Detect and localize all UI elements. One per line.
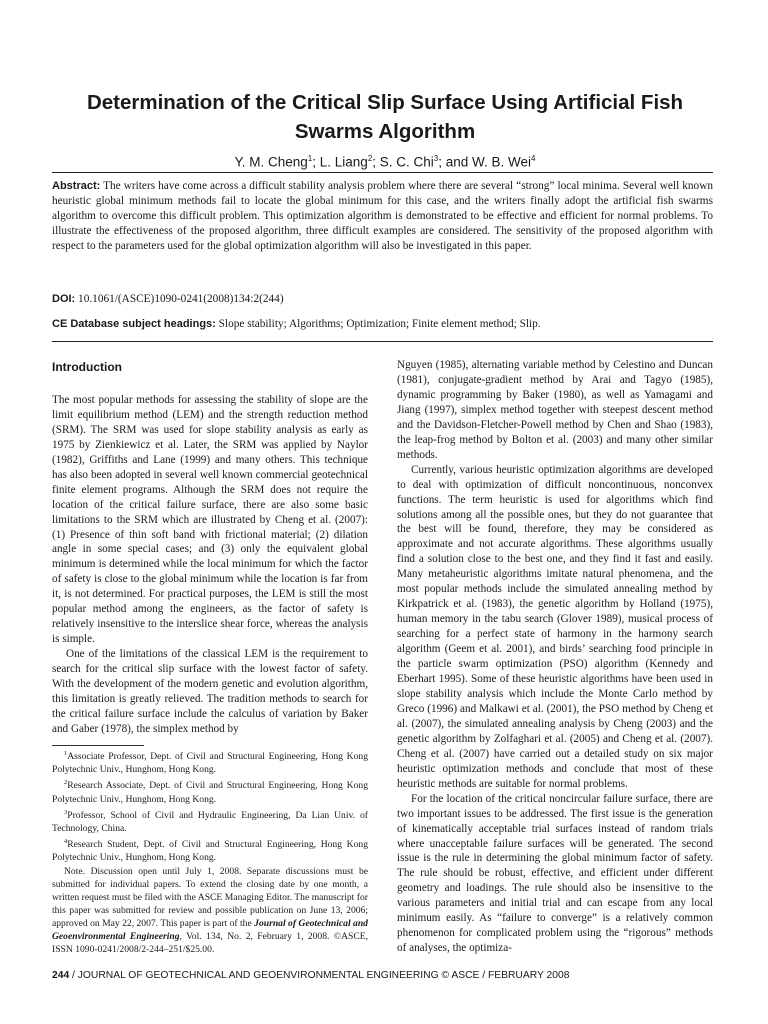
footer-text: / JOURNAL OF GEOTECHNICAL AND GEOENVIRONMENTAL ENGINEERING © ASCE / FEBRUARY 2008 [69,970,570,981]
author-name: Y. M. Cheng [234,154,308,170]
footnote-marker: 4 [64,838,68,846]
page-footer [52,970,713,981]
subject-headings-label: CE Database subject headings: [52,318,216,330]
abstract-label: Abstract: [52,180,101,192]
footnotes [52,747,368,956]
affiliation-marker: 1 [307,154,313,163]
section-heading: Introduction [52,360,122,374]
abstract-text: The writers have come across a difficult stability analysis problem where there are several “strong” local minima. Several well known heuristic global minimum methods fail to locate the global minimum for this case, and the writers finally adopt the artificial fish swarms algorithm to overcome this difficult problem. This optimization algorithm is demonstrated to be effective and efficient for normal problems. To illustrate the effectiveness of the proposed algorithm, three difficult examples are considered. The sensitivity of the proposed algorithm with respect to the parameters used for the global optimization algorithm will also be investigated in this paper. [52,180,713,253]
affiliation-marker: 3 [433,154,439,163]
editorial-note [52,865,368,957]
doi-label: DOI: [52,293,76,305]
affiliation-marker: 2 [367,154,373,163]
author-name: W. B. Wei [472,154,532,170]
left-column [52,360,368,737]
note-text: , Vol. 134, No. 2, February 1, 2008. ©ASCE, ISSN 1090-0241/2008/2-244–251/$25.00. [52,930,369,956]
footnote-text: Research Student, Dept. of Civil and Structural Engineering, Hong Kong Polytechnic Univ., Hunghom, Hong Kong. [52,839,368,864]
footnote-rule [52,745,144,746]
affiliation-marker: 4 [531,154,536,163]
author-separator: ; and [438,154,473,170]
abstract [52,179,713,254]
paper-title: Determination of the Critical Slip Surface Using Artificial Fish Swarms Algorithm [86,91,684,143]
note-text: Note. Discussion open until July 1, 2008. Separate discussions must be submitted for individual papers. To extend the closing date by one month, a written request must be filed with the ASCE Managing Editor. The manuscript for this paper was submitted for review and possible publication on June 13, 2006; approved on May 22, 2007. This paper is part of the [52,865,368,929]
footnote [52,806,368,835]
author-list [60,154,710,170]
doi-line [52,293,284,305]
footnote-text: Professor, School of Civil and Hydraulic Engineering, Da Lian Univ. of Technology, China. [52,809,368,835]
footnote-marker: 2 [64,779,68,787]
body-paragraph: One of the limitations of the classical LEM is the requirement to search for the critical slip surface with the lowest factor of safety. With the development of the modern genetic and evolution algorithm, this limitation is greatly relieved. The tradition methods to search for the critical failure surface include the calculus of variation by Baker and Gaber (1978), the simplex method by [52,648,368,735]
footnote-text: Research Associate, Dept. of Civil and Structural Engineering, Hong Kong Polytechnic Univ., Hunghom, Hong Kong. [52,780,368,805]
footnote [52,776,368,805]
footnote [52,747,368,776]
right-column [397,358,713,956]
body-paragraph: The most popular methods for assessing the stability of slope are the limit equilibrium method (LEM) and the strength reduction method (SRM). The SRM was used for slope stability analysis as early as 1975 by Zienkiewicz et al. Later, the SRM was applied by Naylor (1982), Griffiths and Lane (1999) and many others. This technique has also been adopted in several well known commercial geotechnical finite element programs. Although the SRM does not require the location of the critical failure surface, there are also some basic limitations to the SRM which are illustrated by Cheng et al. (2007): (1) Presence of thin soft band with frictional material; (2) dilation angle in some special cases; and (3) only the equivalent global minimum is determined while the local minimum for which the factor of safety is close to the global minimum while the location is far from it, is not determined. For practical purposes, the LEM is still the most popular method among the engineers, as the factor of safety is relatively insensitive to the interslice shear force, whereas the analysis is simple. [52,393,368,646]
author-separator: ; [372,154,380,170]
author-name: S. C. Chi [379,154,434,170]
header-rule [52,172,713,173]
footnote [52,835,368,864]
journal-name: Journal of Geotechnical and Geoenvironmental Engineering [52,917,368,942]
page-number: 244 [52,970,70,981]
footnote-text: Associate Professor, Dept. of Civil and Structural Engineering, Hong Kong Polytechnic Univ., Hunghom, Hong Kong. [52,751,368,776]
body-paragraph: Currently, various heuristic optimization algorithms are developed to deal with optimization of difficult noncontinuous, nonconvex functions. The term heuristic is used for algorithms which find solutions among all the possible ones, but they do not guarantee that the best will be found, therefore, they may be considered as approximate and not accurate algorithms. These algorithms usually find a solution close to the best one, and they find it fast and easily. Many metaheuristic algorithms imitate natural phenomena, and the most popular methods include the simulated annealing method by Kirkpatrick et al. (1983), the genetic algorithm by Holland (1975), human memory in the tabu search (Glover 1989), musical process of searching for a perfect state of harmony in the harmony search algorithm (Geem et al. 2001), and birds’ searching food principle in the particle swarm optimization (PSO) algorithm (Kennedy and Eberhart 1995). Some of these heuristic algorithms have been used in slope stability analysis which include the Monte Carlo method by Greco (1996) and Malkawi et al. (2001), the PSO method by Cheng et al. (2007), the simulated annealing analysis by Cheng (2003) and the genetic algorithm by Zolfaghari et al. (2005) and Cheng et al. (2007). Cheng et al. (2007) have carried out a detailed study on six major heuristic optimization methods and conclude that most of these heuristic methods are suitable for normal problems. [397,463,713,790]
doi-value[interactable]: 10.1061/(ASCE)1090-0241(2008)134:2(244) [75,293,284,305]
subject-headings [52,318,541,330]
body-paragraph: For the location of the critical noncircular failure surface, there are two important issues to be addressed. The first issue is the generation of kinematically acceptable trial surfaces instead of random trials where unacceptable failure surfaces will be generated. The second issue is the rule in determining the global minimum factor of safety. The rule should be robust, effective, and efficient under different geometry and loadings. The rule should also be insensitive to the various parameters and initial trial and can escape from any local minimum easily. As “failure to converge” is a relatively common phenomenon for complicated problem using the “rigorous” methods of analyses, the optimiza- [397,792,713,955]
footnote-marker: 3 [64,808,68,816]
footnote-marker: 1 [64,750,68,757]
author-name: L. Liang [319,154,368,170]
abstract-rule [52,341,713,342]
body-paragraph: Nguyen (1985), alternating variable method by Celestino and Duncan (1981), conjugate-gradient method by Arai and Tagyo (1985), dynamic programming by Baker (1980), as well as Yamagami and Jiang (1997), simplex method together with steepest descent method and the Davidson-Fletcher-Powell method by Chen and Shao (1983), the leap-frog method by Bolton et al. (2003) and many other similar methods. [397,359,713,461]
subject-headings-text: Slope stability; Algorithms; Optimization; Finite element method; Slip. [215,318,541,330]
author-separator: ; [312,154,320,170]
